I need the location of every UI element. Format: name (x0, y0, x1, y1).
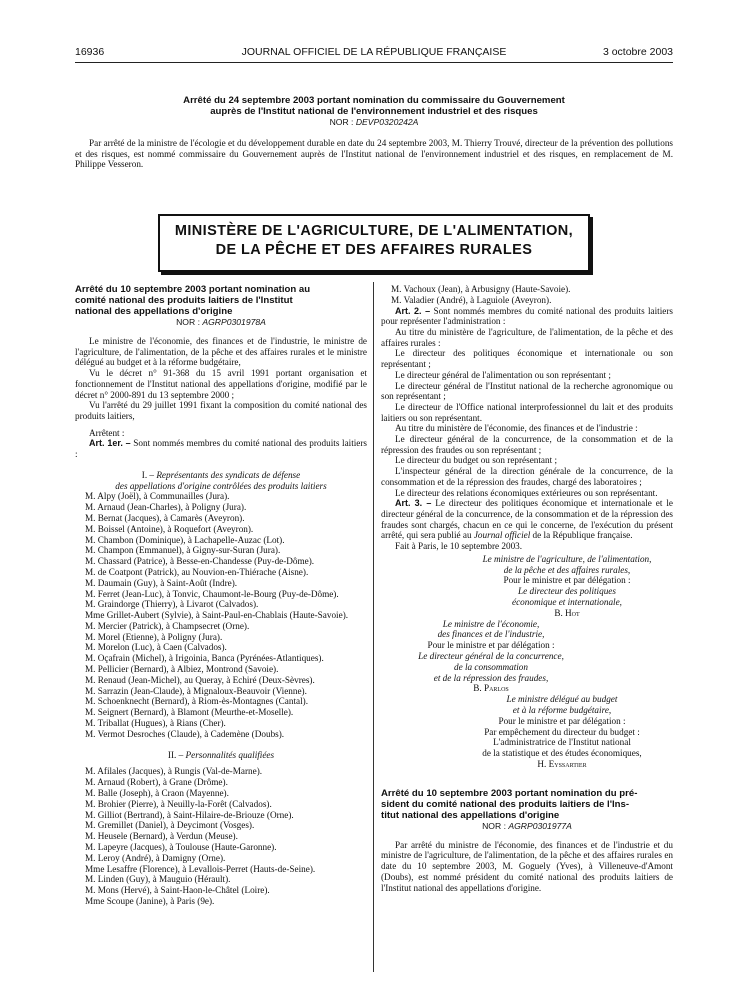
decree-title: titut national des appellations d'origine (381, 809, 560, 821)
article-item: Le directeur des politiques économique et internationale ou son représentant ; (381, 348, 673, 370)
signature-block: Le ministre de l'économie, des finances et de l'industrie, Pour le ministre et par délégation : Le directeur général de la concurrence, de la consommation et de la répression des fraudes, B. Parlos (381, 619, 591, 695)
members-list (381, 284, 673, 306)
article-item: Le directeur général de l'alimentation ou son représentant ; (395, 369, 611, 380)
decree-commissaire (75, 95, 673, 170)
article-item: Le directeur des relations économiques extérieures ou son représentant. (395, 487, 658, 498)
list-item: M. Seignert (Bernard), à Blamont (Meurthe-et-Moselle). (85, 707, 294, 718)
nor-code: DEVP0320242A (355, 117, 419, 127)
column-divider (373, 282, 374, 972)
list-item: M. Triballat (Hugues), à Rians (Cher). (85, 718, 226, 729)
decree-body: Par arrêté de la ministre de l'écologie et du développement durable en date du 24 septembre 2003, M. Thierry Trouvé, directeur de la prévention des pollutions et des risques, est nommé commissaire du Gouvernement auprès de l'Institut national de l'environnement industriel et des risques, en remplacement de M. Philippe Vesseron. (75, 138, 673, 170)
list-item: Mme Lesaffre (Florence), à Levallois-Perret (Hauts-de-Seine). (85, 863, 316, 874)
nor-code: AGRP0301977A (508, 820, 572, 831)
list-item: M. Daumain (Guy), à Saint-Août (Indre). (85, 577, 238, 588)
decree-title: national des appellations d'origine (75, 306, 233, 317)
list-item: Mme Scoupe (Janine), à Paris (9e). (85, 896, 215, 907)
article-item: L'inspecteur général de la direction générale de la concurrence, de la consommation et de la répression des fraudes, chargé des laboratoires ; (381, 466, 673, 487)
members-list (75, 491, 367, 739)
list-item: M. Arnaud (Jean-Charles), à Poligny (Jura). (85, 502, 247, 513)
list-item: M. Mercier (Patrick), à Champsecret (Orne). (85, 620, 250, 631)
list-item: M. Heusele (Bernard), à Verdun (Meuse). (85, 831, 238, 842)
left-column (75, 284, 367, 907)
list-item: M. Lapeyre (Jacques), à Toulouse (Haute-Garonne). (85, 842, 277, 853)
article-item: Le directeur général de l'Institut national de la recherche agronomique ou son représentant ; (381, 380, 673, 402)
list-item: M. Oçafrain (Michel), à Irigoinia, Banca (Pyrénées-Atlantiques). (85, 653, 324, 664)
list-item: M. Vermot Desroches (Claude), à Cademène (Doubs). (85, 728, 285, 739)
page-header (75, 46, 673, 60)
list-item: M. de Coatpont (Patrick), au Nouvion-en-Thiérache (Aisne). (85, 566, 309, 577)
decree-title: auprès de l'Institut national de l'environnement industriel et des risques (210, 106, 538, 117)
list-item: M. Chambon (Dominique), à Lachapelle-Auzac (Lot). (85, 534, 285, 545)
article-item: Le directeur du budget ou son représentant ; (395, 455, 558, 466)
issue-date: 3 octobre 2003 (602, 46, 673, 58)
nor-reference: NOR : AGRP0301977A (482, 820, 572, 831)
article-item: Au titre du ministère de l'économie, des finances et de l'industrie : (395, 423, 638, 434)
signatory-name: B. Hot (554, 607, 580, 618)
decree-title: comité national des produits laitiers de l'Institut (75, 295, 293, 306)
preamble-paragraph: Le ministre de l'économie, des finances et de l'industrie, le ministre de l'agriculture, de l'alimentation, de la pêche et des affaires rurales et le ministre délégué au budget et à la réforme budgétaire, (75, 336, 367, 368)
page-number: 16936 (75, 46, 105, 58)
list-item: M. Boissel (Antoine), à Roquefort (Aveyron). (85, 523, 254, 534)
list-item: M. Gilliot (Bertrand), à Saint-Hilaire-de-Briouze (Orne). (85, 809, 294, 820)
list-item: M. Graindorge (Thierry), à Livarot (Calvados). (85, 599, 259, 610)
signature-block: Le ministre délégué au budget et à la réforme budgétaire, Pour le ministre et par délégation : Par empêchement du directeur du budget : L'administratrice de l'Institut national de la statistique et des études économiques, H. Eyssartier (381, 694, 673, 770)
list-item: M. Gremillet (Daniel), à Deycimont (Vosges). (85, 820, 255, 831)
list-item: M. Mons (Hervé), à Saint-Haon-le-Châtel (Loire). (85, 885, 270, 896)
article-item: Le directeur de l'Office national interprofessionnel du lait et des produits laitiers ou son représentant. (381, 401, 673, 423)
section-heading: II. – Personnalités qualifiées (167, 749, 275, 760)
arretent: Arrêtent : (89, 427, 125, 438)
decree-title: Arrêté du 10 septembre 2003 portant nomination du pré- (381, 787, 638, 799)
signatory-name: B. Parlos (473, 683, 509, 694)
list-item: M. Pellicier (Bernard), à Albiez, Montrond (Savoie). (85, 664, 279, 675)
section-heading: des appellations d'origine contrôlées des produits laitiers (115, 480, 327, 491)
list-item: M. Sarrazin (Jean-Claude), à Mignaloux-Beauvoir (Vienne). (85, 685, 307, 696)
list-item: M. Balle (Joseph), à Craon (Mayenne). (85, 788, 229, 799)
article-3: Art. 3. – Le directeur des politiques économique et internationale et le directeur général de la concurrence, de la consommation et de la répression des fraudes sont chargés, chacun en ce qui le concerne, de l'exécution du présent arrêté, qui sera publié au Journal officiel de la République française. (381, 498, 674, 541)
article-label: Art. 1er. – (89, 438, 131, 449)
right-column (381, 284, 673, 893)
list-item: M. Vachoux (Jean), à Arbusigny (Haute-Savoie). (391, 284, 571, 294)
done-at: Fait à Paris, le 10 septembre 2003. (395, 541, 523, 552)
nor-code: AGRP0301978A (202, 317, 266, 327)
list-item: M. Schoenknecht (Bernard), à Riom-ès-Montagnes (Cantal). (85, 696, 308, 707)
list-item: M. Morel (Etienne), à Poligny (Jura). (85, 631, 223, 642)
list-item: M. Alpy (Joël), à Communailles (Jura). (85, 491, 230, 502)
list-item: M. Bernat (Jacques), à Camarès (Aveyron). (85, 512, 245, 523)
list-item: M. Arnaud (Robert), à Grane (Drôme). (85, 777, 228, 788)
signature-block: Le ministre de l'agriculture, de l'alimentation, de la pêche et des affaires rurales, Pour le ministre et par délégation : Le directeur des politiques économique et internationale, B. Hot (381, 554, 673, 619)
list-item: M. Linden (Guy), à Mauguio (Hérault). (85, 874, 231, 885)
list-item: M. Valadier (André), à Laguiole (Aveyron). (391, 294, 552, 305)
list-item: Mme Grillet-Aubert (Sylvie), à Saint-Paul-en-Chablais (Haute-Savoie). (85, 610, 349, 621)
list-item: M. Renaud (Jean-Michel), au Queray, à Echiré (Deux-Sèvres). (85, 674, 315, 685)
section-heading: I. – Représentants des syndicats de défense (141, 469, 301, 480)
ministry-name-line: MINISTÈRE DE L'AGRICULTURE, DE L'ALIMENTATION, (174, 223, 574, 239)
header-rule (75, 62, 673, 63)
ministry-name-line: DE LA PÊCHE ET DES AFFAIRES RURALES (215, 242, 533, 258)
list-item: M. Champon (Emmanuel), à Gigny-sur-Suran (Jura). (85, 545, 281, 556)
list-item: M. Leroy (André), à Damigny (Orne). (85, 852, 226, 863)
decree-title: sident du comité national des produits laitiers de l'Ins- (381, 798, 630, 810)
list-item: M. Ferret (Jean-Luc), à Tonvic, Chaumont-le-Bourg (Puy-de-Dôme). (85, 588, 339, 599)
list-item: M. Chassard (Patrice), à Besse-en-Chandesse (Puy-de-Dôme). (85, 556, 315, 567)
article-label: Art. 2. – (395, 305, 431, 316)
journal-title: JOURNAL OFFICIEL DE LA RÉPUBLIQUE FRANÇAISE (241, 46, 507, 58)
article-2: Art. 2. – Sont nommés membres du comité national des produits laitiers pour représenter l'administration : (381, 305, 673, 327)
preamble-paragraph: Vu l'arrêté du 29 juillet 1991 fixant la composition du comité national des produits laitiers, (75, 400, 367, 421)
ministry-banner (158, 214, 590, 272)
nor-reference: NOR : AGRP0301978A (176, 317, 266, 327)
members-list (75, 766, 367, 906)
article-item: Le directeur général de la concurrence, de la consommation et de la répression des fraudes ou son représentant ; (381, 434, 673, 455)
signatory-name: H. Eyssartier (537, 758, 587, 769)
list-item: M. Afilales (Jacques), à Rungis (Val-de-Marne). (85, 766, 263, 777)
decree-title: Arrêté du 10 septembre 2003 portant nomination au (75, 284, 311, 295)
decree-title: Arrêté du 24 septembre 2003 portant nomination du commissaire du Gouvernement (183, 95, 565, 106)
nor-reference: NOR : DEVP0320242A (329, 117, 419, 127)
decree-body: Par arrêté du ministre de l'économie, des finances et de l'industrie et du ministre de l'agriculture, de l'alimentation, de la pêche et des affaires rurales en date du 10 septembre 2003, M. Goguely (Yves), à Villeneuve-d'Amont (Doubs), est nommé président du comité national des produits laitiers de l'Institut national des appellations d'origine. (381, 839, 673, 893)
list-item: M. Brohier (Pierre), à Neuilly-la-Forêt (Calvados). (85, 798, 272, 809)
list-item: M. Morelon (Luc), à Caen (Calvados). (85, 642, 227, 653)
article-item: Au titre du ministère de l'agriculture, de l'alimentation, de la pêche et des affaires rurales : (381, 327, 673, 348)
article-1: Art. 1er. – Sont nommés membres du comité national des produits laitiers : (75, 438, 368, 460)
preamble-paragraph: Vu le décret n° 91-368 du 15 avril 1991 portant organisation et fonctionnement de l'Institut national des appellations d'origine, modifié par le décret n° 2000-891 du 13 septembre 2000 ; (75, 368, 367, 400)
article-label: Art. 3. – (395, 498, 432, 509)
